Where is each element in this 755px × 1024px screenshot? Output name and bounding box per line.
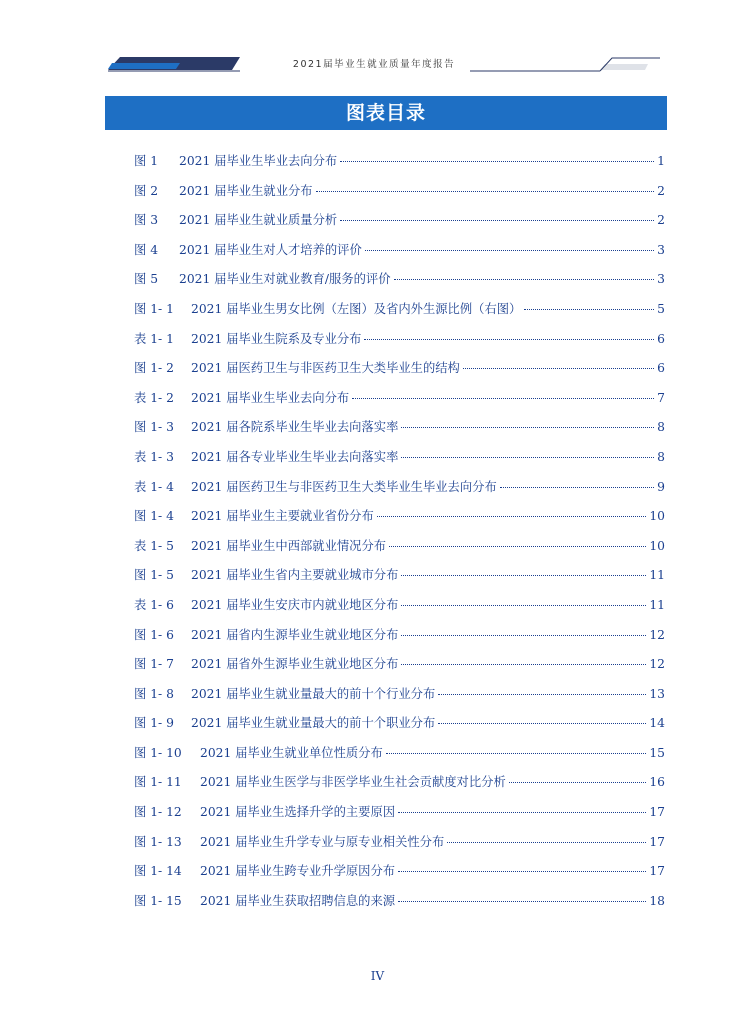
toc-leader-dots [401,456,654,458]
toc-entry-number: 图 3 [134,213,159,228]
toc-entry-title: 2021 届医药卫生与非医药卫生大类毕业生毕业去向分布 [191,479,497,494]
toc-entry-title: 2021 届各专业毕业生毕业去向落实率 [191,449,399,464]
toc-entry-page: 11 [649,597,665,612]
toc-entry-page: 8 [657,449,665,464]
toc-entry[interactable] [134,417,665,447]
toc-entry[interactable] [134,743,665,773]
toc-entry[interactable] [134,654,665,684]
toc-entry-title: 2021 届毕业生男女比例（左图）及省内外生源比例（右图） [191,301,522,316]
toc-entry-title: 2021 届毕业生就业量最大的前十个职业分布 [191,716,436,731]
toc-entry-page: 10 [649,509,665,524]
toc-leader-dots [401,604,646,606]
toc-entry-number: 图 2 [134,183,159,198]
toc-entry[interactable] [134,388,665,418]
toc-entry-number: 图 1- 6 [134,627,174,642]
toc-entry-number: 图 1- 12 [134,805,182,820]
toc-leader-dots [316,190,655,192]
toc-entry-page: 15 [649,745,665,760]
chart-index-list [134,151,665,920]
toc-leader-dots [365,249,654,251]
toc-entry[interactable] [134,269,665,299]
toc-entry-number: 图 1 [134,154,159,168]
toc-entry-page: 3 [657,272,665,287]
toc-entry-page: 12 [649,627,665,642]
toc-entry-number: 表 1- 2 [134,390,174,405]
toc-entry-page: 2 [657,183,665,198]
toc-entry-number: 图 1- 7 [134,657,174,672]
toc-entry-number: 图 4 [134,242,159,257]
toc-entry[interactable] [134,565,665,595]
toc-leader-dots [401,663,646,665]
toc-entry-page: 17 [649,864,665,879]
toc-entry-number: 图 1- 4 [134,509,174,524]
toc-entry-title: 2021 届毕业生就业质量分析 [179,213,338,228]
toc-entry-page: 18 [649,893,665,908]
toc-leader-dots [500,486,654,488]
toc-entry[interactable] [134,358,665,388]
toc-entry-number: 图 1- 8 [134,686,174,701]
toc-entry-page: 5 [657,301,665,316]
toc-entry-title: 2021 届毕业生中西部就业情况分布 [191,538,387,553]
toc-entry[interactable] [134,625,665,655]
toc-entry-title: 2021 届毕业生对就业教育/服务的评价 [179,272,391,287]
toc-entry[interactable] [134,684,665,714]
toc-leader-dots [401,634,646,636]
toc-entry-number: 表 1- 5 [134,538,174,553]
toc-leader-dots [509,781,647,783]
toc-leader-dots [398,900,646,902]
toc-entry-page: 17 [649,834,665,849]
toc-entry-title: 2021 届省外生源毕业生就业地区分布 [191,657,399,672]
toc-entry-number: 图 1- 11 [134,775,182,790]
toc-leader-dots [398,870,646,872]
toc-entry-number: 图 1- 14 [134,864,182,879]
toc-entry-page: 8 [657,420,665,435]
toc-entry-number: 表 1- 1 [134,331,174,346]
toc-entry[interactable] [134,713,665,743]
toc-entry[interactable] [134,595,665,625]
toc-entry-title: 2021 届毕业生院系及专业分布 [191,331,362,346]
page-header [0,0,755,90]
header-title: 2021届毕业生就业质量年度报告 [292,59,456,70]
toc-entry-title: 2021 届毕业生跨专业升学原因分布 [200,864,396,879]
toc-entry-number: 表 1- 6 [134,597,174,612]
toc-entry-page: 13 [649,686,665,701]
toc-entry[interactable] [134,240,665,270]
toc-entry-page: 14 [649,716,665,731]
toc-entry-page: 6 [657,331,665,346]
toc-entry-page: 2 [657,213,665,228]
toc-entry-title: 2021 届毕业生升学专业与原专业相关性分布 [200,834,445,849]
toc-entry-title: 2021 届毕业生安庆市内就业地区分布 [191,597,399,612]
toc-entry-number: 图 1- 10 [134,745,182,760]
toc-entry-title: 2021 届毕业生毕业去向分布 [191,390,350,405]
toc-entry[interactable] [134,329,665,359]
toc-leader-dots [352,397,654,399]
toc-entry-title: 2021 届毕业生选择升学的主要原因 [200,805,396,820]
toc-leader-dots [386,752,647,754]
toc-entry[interactable] [134,802,665,832]
toc-entry-page: 16 [649,775,665,790]
toc-entry-title: 2021 届毕业生就业单位性质分布 [200,745,383,760]
toc-leader-dots [340,219,654,221]
toc-entry-number: 图 1- 9 [134,716,174,731]
toc-entry-page: 1 [657,154,665,168]
toc-entry-number: 图 1- 1 [134,301,174,316]
toc-entry[interactable] [134,151,665,181]
toc-entry-page: 7 [657,390,665,405]
toc-entry-number: 图 1- 13 [134,834,182,849]
toc-entry-number: 表 1- 3 [134,449,174,464]
toc-entry-number: 图 1- 15 [134,893,182,908]
toc-entry-page: 10 [649,538,665,553]
toc-entry-title: 2021 届省内生源毕业生就业地区分布 [191,627,399,642]
toc-leader-dots [447,841,646,843]
toc-entry-title: 2021 届毕业生医学与非医学毕业生社会贡献度对比分析 [200,775,506,790]
toc-entry[interactable] [134,536,665,566]
toc-entry[interactable] [134,832,665,862]
toc-banner-title: 图表目录 [105,96,667,130]
toc-entry-number: 图 1- 5 [134,568,174,583]
toc-entry-page: 6 [657,361,665,376]
page-number: IV [370,969,385,983]
toc-entry-title: 2021 届毕业生省内主要就业城市分布 [191,568,399,583]
toc-entry[interactable] [134,506,665,536]
toc-entry-title: 2021 届各院系毕业生毕业去向落实率 [191,420,399,435]
toc-entry[interactable] [134,181,665,211]
toc-leader-dots [394,278,655,280]
toc-entry-page: 17 [649,805,665,820]
toc-entry-title: 2021 届毕业生主要就业省份分布 [191,509,374,524]
toc-entry-title: 2021 届医药卫生与非医药卫生大类毕业生的结构 [191,361,460,376]
toc-leader-dots [438,722,646,724]
toc-entry-page: 3 [657,242,665,257]
toc-leader-dots [524,308,654,310]
toc-entry-number: 表 1- 4 [134,479,174,494]
toc-entry-title: 2021 届毕业生毕业去向分布 [179,154,338,168]
toc-entry-number: 图 1- 2 [134,361,174,376]
toc-entry[interactable] [134,210,665,240]
toc-leader-dots [401,574,646,576]
toc-entry-number: 图 5 [134,272,159,287]
toc-entry-number: 图 1- 3 [134,420,174,435]
toc-leader-dots [389,545,646,547]
toc-leader-dots [401,426,654,428]
toc-entry-page: 12 [649,657,665,672]
toc-leader-dots [463,367,654,369]
toc-entry[interactable] [134,772,665,802]
toc-entry-title: 2021 届毕业生对人才培养的评价 [179,242,362,257]
toc-entry[interactable] [134,891,665,921]
toc-entry[interactable] [134,299,665,329]
toc-leader-dots [398,811,646,813]
toc-entry-page: 11 [649,568,665,583]
toc-entry-title: 2021 届毕业生就业分布 [179,183,313,198]
toc-entry[interactable] [134,861,665,891]
toc-leader-dots [340,160,654,162]
toc-entry[interactable] [134,447,665,477]
toc-entry-title: 2021 届毕业生就业量最大的前十个行业分布 [191,686,436,701]
toc-leader-dots [438,693,646,695]
toc-leader-dots [364,338,654,340]
header-decoration [0,0,755,90]
toc-entry-title: 2021 届毕业生获取招聘信息的来源 [200,893,396,908]
toc-leader-dots [377,515,647,517]
toc-entry[interactable] [134,477,665,507]
toc-entry-page: 9 [657,479,665,494]
